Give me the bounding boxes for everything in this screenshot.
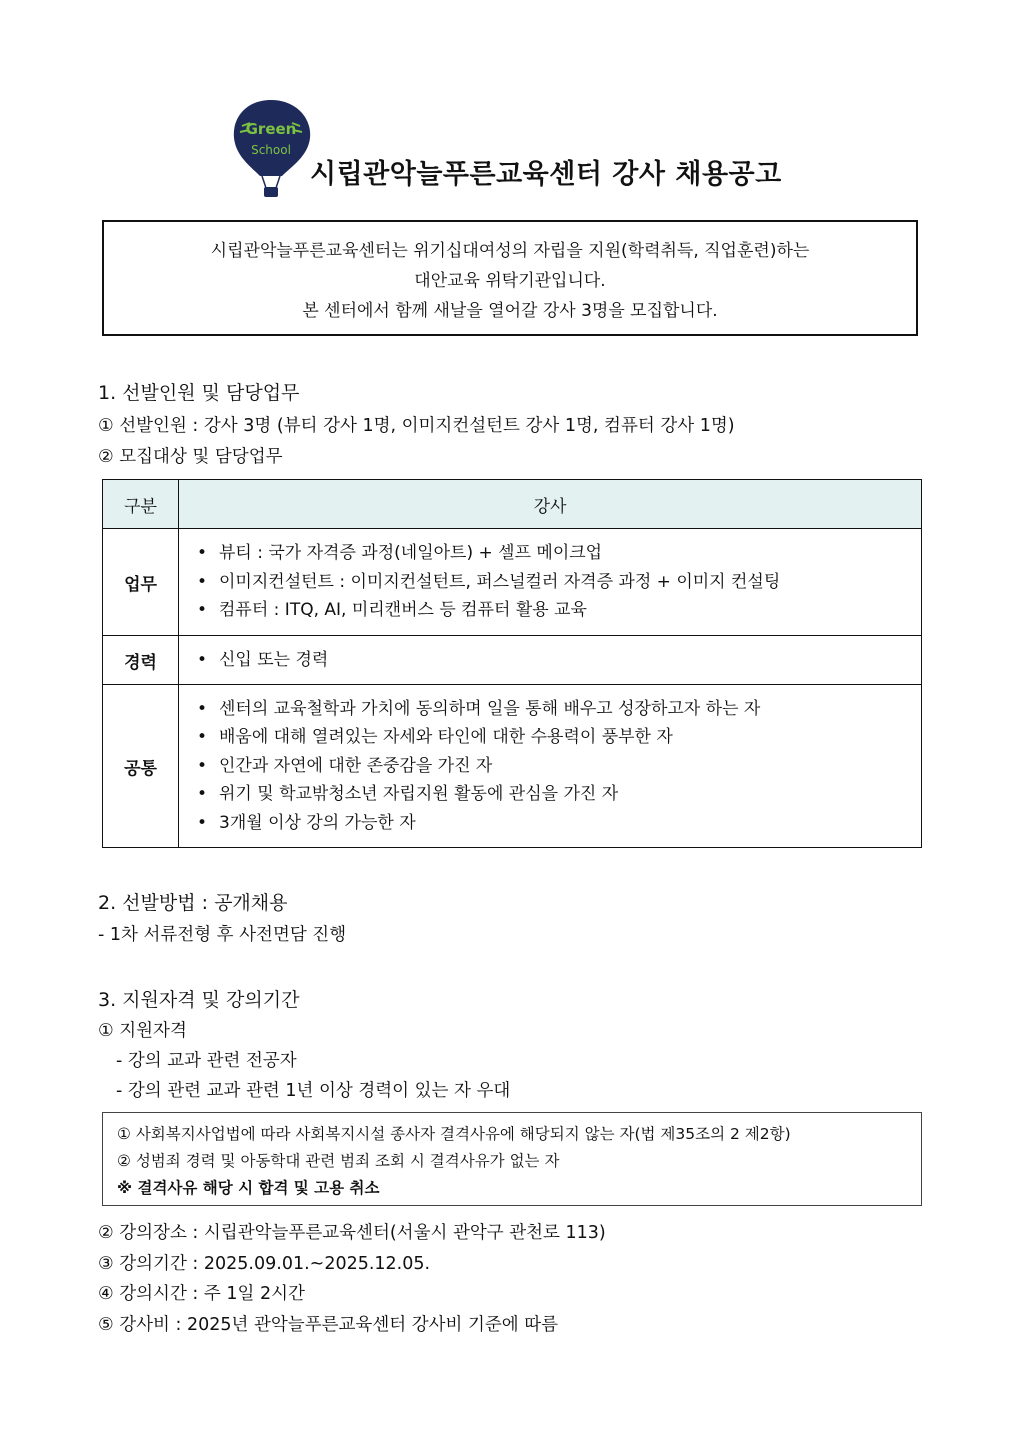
logo-text-school: School	[251, 143, 291, 157]
section3-item1: ① 지원자격	[98, 1021, 187, 1041]
table-row-common	[103, 685, 922, 848]
section2-heading: 2. 선발방법 : 공개채용	[98, 892, 288, 914]
row-label-career: 경력	[103, 636, 179, 685]
section3-sub1: - 강의 교과 관련 전공자	[116, 1051, 297, 1071]
section3-item2: ② 강의장소 : 시립관악늘푸른교육센터(서울시 관악구 관천로 113)	[98, 1223, 606, 1243]
list-item: • 뷰티 : 국가 자격증 과정(네일아트) + 셀프 메이크업	[197, 539, 921, 568]
intro-box	[102, 220, 918, 336]
logo-text-green: Green	[245, 120, 297, 138]
balloon-shape	[234, 100, 310, 176]
duty-table	[102, 479, 922, 848]
disqualification-notice-box	[102, 1112, 922, 1206]
row-label-common: 공통	[103, 685, 179, 848]
table-header-instructor: 강사	[179, 480, 922, 529]
notice-line-1: ① 사회복지사업법에 따라 사회복지시설 종사자 결격사유에 해당되지 않는 자(법 제35조의 2 제2항)	[117, 1125, 791, 1143]
green-school-logo	[228, 96, 314, 200]
list-item: • 신입 또는 경력	[197, 646, 921, 675]
table-row-duty	[103, 529, 922, 636]
list-item: • 배움에 대해 열려있는 자세와 타인에 대한 수용력이 풍부한 자	[197, 723, 921, 752]
list-item: • 이미지컨설턴트 : 이미지컨설턴트, 퍼스널컬러 자격증 과정 + 이미지 컨설팅	[197, 568, 921, 597]
list-item: • 컴퓨터 : ITQ, AI, 미리캔버스 등 컴퓨터 활용 교육	[197, 596, 921, 625]
table-header-category: 구분	[103, 480, 179, 529]
section3-sub2: - 강의 관련 교과 관련 1년 이상 경력이 있는 자 우대	[116, 1081, 511, 1101]
list-item: • 3개월 이상 강의 가능한 자	[197, 809, 921, 838]
list-item: • 위기 및 학교밖청소년 자립지원 활동에 관심을 가진 자	[197, 780, 921, 809]
balloon-basket	[264, 187, 278, 197]
row-content-career	[179, 636, 922, 685]
row-content-common	[179, 685, 922, 848]
table-row-career	[103, 636, 922, 685]
page-title: 시립관악늘푸른교육센터 강사 채용공고	[310, 159, 782, 190]
section3-heading: 3. 지원자격 및 강의기간	[98, 989, 300, 1011]
intro-line-2: 대안교육 위탁기관입니다.	[414, 271, 606, 291]
notice-line-2: ② 성범죄 경력 및 아동학대 관련 범죄 조회 시 결격사유가 없는 자	[117, 1152, 560, 1170]
section1-item2: ② 모집대상 및 담당업무	[98, 447, 283, 467]
section3-item3: ③ 강의기간 : 2025.09.01.~2025.12.05.	[98, 1254, 431, 1274]
list-item: • 센터의 교육철학과 가치에 동의하며 일을 통해 배우고 성장하고자 하는 자	[197, 695, 921, 724]
section3-item4: ④ 강의시간 : 주 1일 2시간	[98, 1284, 305, 1304]
section3-item5: ⑤ 강사비 : 2025년 관악늘푸른교육센터 강사비 기준에 따름	[98, 1315, 559, 1335]
section1-item1: ① 선발인원 : 강사 3명 (뷰티 강사 1명, 이미지컨설턴트 강사 1명, 컴퓨터 강사 1명)	[98, 416, 735, 436]
section1-heading: 1. 선발인원 및 담당업무	[98, 382, 300, 404]
list-item: • 인간과 자연에 대한 존중감을 가진 자	[197, 752, 921, 781]
row-label-duty: 업무	[103, 529, 179, 636]
intro-line-1: 시립관악늘푸른교육센터는 위기십대여성의 자립을 지원(학력취득, 직업훈련)하는	[210, 241, 810, 261]
table-header-row	[103, 480, 922, 529]
notice-line-3: ※ 결격사유 해당 시 합격 및 고용 취소	[117, 1179, 380, 1197]
intro-line-3: 본 센터에서 함께 새날을 열어갈 강사 3명을 모집합니다.	[302, 301, 718, 321]
section2-item1: - 1차 서류전형 후 사전면담 진행	[98, 925, 347, 945]
row-content-duty	[179, 529, 922, 636]
